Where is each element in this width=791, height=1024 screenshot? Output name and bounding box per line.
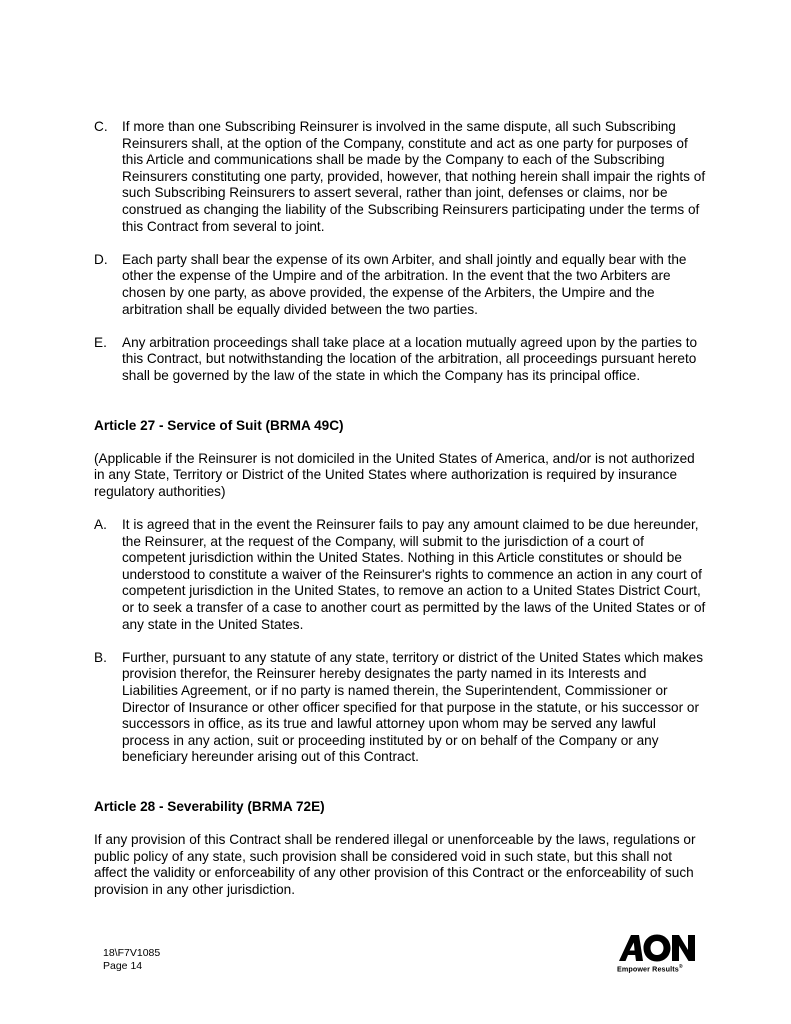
footer-doc-info — [103, 947, 160, 973]
clause-letter: A. — [94, 517, 107, 533]
clause-b — [94, 650, 706, 766]
clause-letter: D. — [94, 251, 108, 267]
clause-c — [94, 119, 706, 235]
clause-text: It is agreed that in the event the Reinsurer fails to pay any amount claimed to be due hereunder, the Reinsurer, at the request of the Company, will submit to the jurisdiction of a court of competent jurisdiction within the United States. Nothing in this Article constitutes or should be understood to constitute a waiver of the Reinsurer's rights to commence an action in any court of competent jurisdiction in the United States, to remove an action to a United States District Court, or to seek a transfer of a case to another court as permitted by the laws of the United States or of any state in the United States. — [122, 517, 706, 632]
clause-e — [94, 335, 706, 385]
clause-letter: E. — [94, 334, 107, 350]
article-28-heading: Article 28 - Severability (BRMA 72E) — [94, 798, 325, 814]
registered-mark: ® — [678, 964, 683, 970]
clause-letter: B. — [94, 649, 107, 665]
article-27-heading: Article 27 - Service of Suit (BRMA 49C) — [94, 417, 344, 433]
tagline-text: Empower Results — [617, 964, 679, 974]
article-28-body: If any provision of this Contract shall be rendered illegal or unenforceable by the laws, regulations or public policy of any state, such provision shall be considered void in such state, but this shall not affect the validity or enforceability of any other provision of this Contract or the enforceability of such provision in any other jurisdiction. — [94, 832, 696, 897]
document-body — [94, 119, 706, 915]
aon-logo-mark — [617, 933, 697, 963]
page-number: Page 14 — [103, 960, 143, 972]
clause-text: Each party shall bear the expense of its own Arbiter, and shall jointly and equally bear with the other the expense of the Umpire and of the arbitration. In the event that the two Arbiters are chosen by one party, as above provided, the expense of the Arbiters, the Umpire and the arbitration shall be equally divided between the two parties. — [122, 251, 687, 317]
clause-text: Further, pursuant to any statute of any state, territory or district of the United States which makes provision therefor, the Reinsurer hereby designates the party named in its Interests and Liabilities Agreement, or if no party is named therein, the Superintendent, Commissioner or Director of Insurance or other officer specified for that purpose in the statute, or his successor or successors in office, as its true and lawful attorney upon whom may be served any lawful process in any action, suit or proceeding instituted by or on behalf of the Company or any beneficiary hereunder arising out of this Contract. — [122, 649, 704, 765]
aon-logo — [617, 933, 697, 975]
doc-code: 18\F7V1085 — [103, 947, 161, 959]
clause-d — [94, 252, 706, 318]
clause-text: Any arbitration proceedings shall take place at a location mutually agreed upon by the parties to this Contract, but notwithstanding the location of the arbitration, all proceedings pursuant hereto shall be governed by the law of the state in which the Company has its principal office. — [122, 334, 698, 383]
clause-a — [94, 517, 706, 633]
article-27-intro: (Applicable if the Reinsurer is not domiciled in the United States of America, and/or is not authorized in any State, Territory or District of the United States where authorization is required by insurance regulatory authorities) — [94, 450, 695, 499]
clause-text: If more than one Subscribing Reinsurer is involved in the same dispute, all such Subscribing Reinsurers shall, at the option of the Company, constitute and act as one party for purposes of this Article and communications shall be made by the Company to each of the Subscribing Reinsurers constituting one party, provided, however, that nothing herein shall impair the rights of such Subscribing Reinsurers to assert several, rather than joint, defenses or claims, nor be construed as changing the liability of the Subscribing Reinsurers participating under the terms of this Contract from several to joint. — [122, 119, 706, 234]
logo-tagline — [617, 964, 697, 973]
clause-letter: C. — [94, 119, 108, 134]
